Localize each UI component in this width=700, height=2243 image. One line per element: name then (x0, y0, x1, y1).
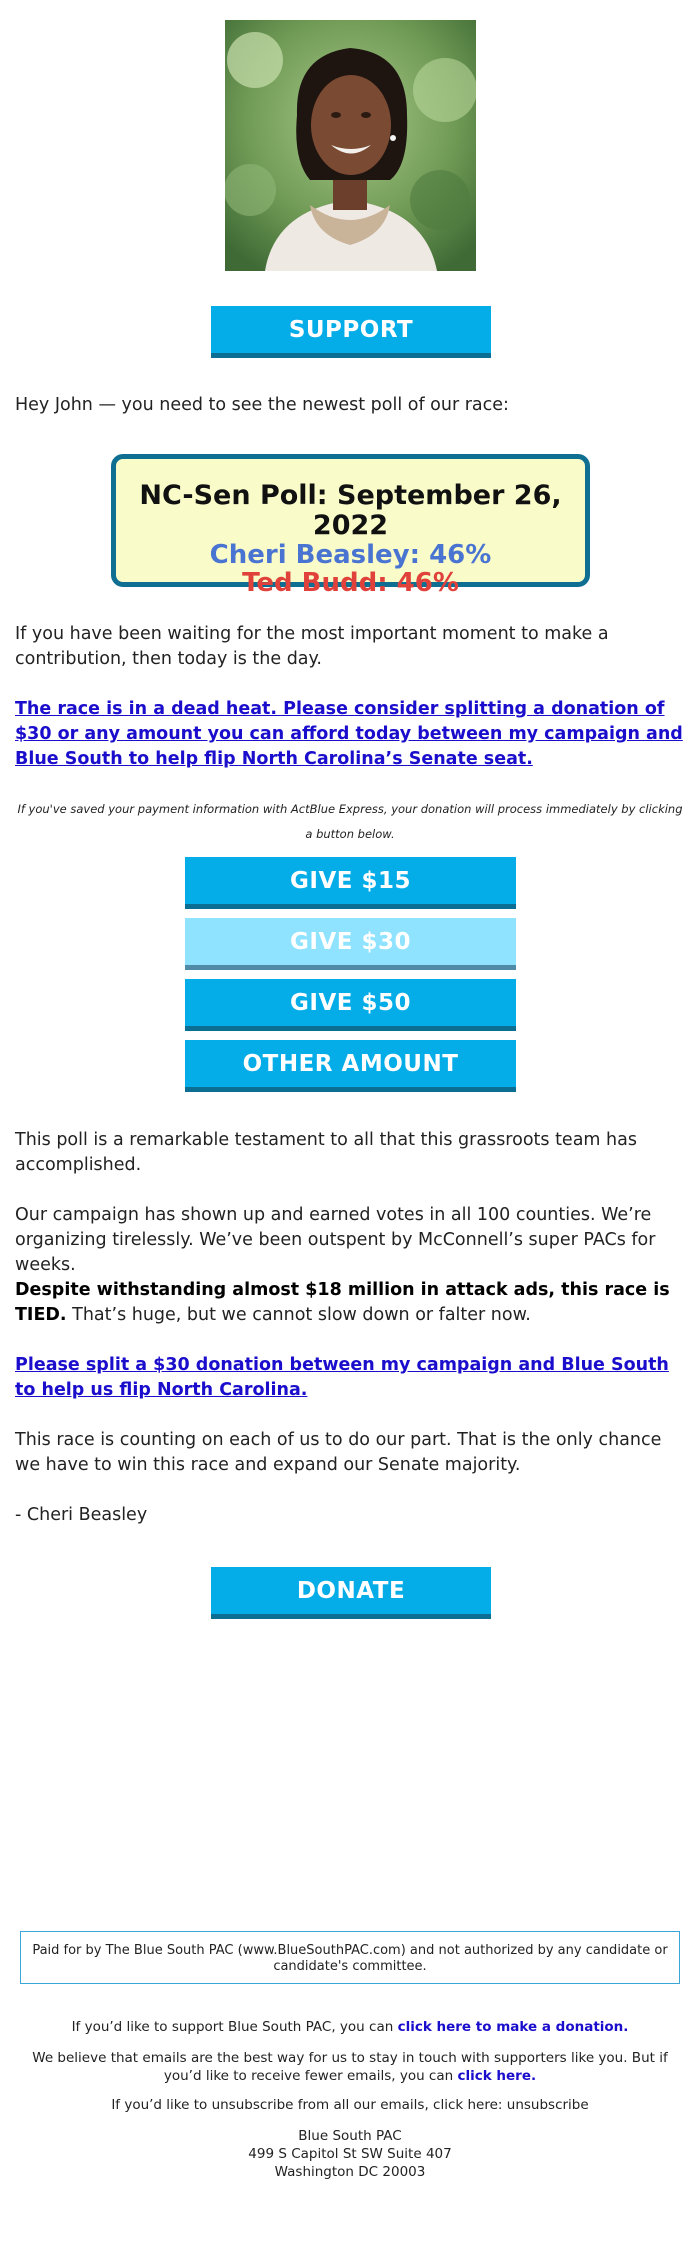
tied-rest-text: That’s huge, but we cannot slow down or falter now. (66, 1305, 531, 1325)
give-30-button[interactable]: GIVE $30 (185, 918, 516, 970)
split-link-container (15, 1353, 685, 1403)
unsubscribe-link[interactable]: unsubscribe (506, 2097, 589, 2113)
poll-box (111, 454, 590, 598)
footer-address-line-1: 499 S Capitol St SW Suite 407 (248, 2146, 452, 2162)
poll-candidate-budd: Ted Budd: 46% (242, 568, 459, 598)
tied-bold-text: Despite withstanding almost $18 million in attack ads, this race is TIED. (15, 1280, 670, 1325)
footer-fewer-emails-link[interactable]: click here. (457, 2068, 537, 2084)
donation-split-link[interactable]: The race is in a dead heat. Please consider splitting a donation of $30 or any amount you can afford today between my campaign and Blue South to help flip North Carolina’s Senate seat. (15, 699, 683, 769)
greeting-text: Hey John — you need to see the newest poll of our race: (15, 395, 509, 415)
closing-paragraph: This race is counting on each of us to do our part. That is the only chance we have to win this race and expand our Senate majority. (15, 1430, 662, 1475)
footer-address (20, 2127, 680, 2181)
other-amount-button[interactable]: OTHER AMOUNT (185, 1040, 516, 1092)
footer-donation-link[interactable]: click here to make a donation. (397, 2019, 629, 2035)
poll-candidate-beasley: Cheri Beasley: 46% (209, 540, 492, 570)
contribution-paragraph: If you have been waiting for the most important moment to make a contribution, then today is the day. (15, 624, 609, 669)
footer-support-text: If you’d like to support Blue South PAC, you can (71, 2019, 398, 2035)
donation-split-link-container (15, 697, 685, 772)
footer-unsubscribe-line (20, 2096, 680, 2114)
actblue-note: If you've saved your payment information with ActBlue Express, your donation will process immediately by clicking a button below. (17, 802, 683, 841)
signature: - Cheri Beasley (15, 1505, 148, 1525)
poll-title: NC-Sen Poll: September 26, 2022 (139, 480, 562, 541)
split-30-link[interactable]: Please split a $30 donation between my campaign and Blue South to help us flip North Carolina. (15, 1355, 669, 1400)
footer-emails-line (20, 2049, 680, 2085)
donate-button[interactable]: DONATE (211, 1567, 491, 1619)
grassroots-paragraph: This poll is a remarkable testament to all that this grassroots team has accomplished. (15, 1130, 637, 1175)
footer-support-line (20, 2018, 680, 2036)
support-button[interactable]: SUPPORT (211, 306, 491, 358)
paid-for-disclaimer: Paid for by The Blue South PAC (www.BlueSouthPAC.com) and not authorized by any candidate or candidate's committee. (20, 1931, 680, 1984)
footer-org-name: Blue South PAC (298, 2128, 402, 2144)
footer-address-line-2: Washington DC 20003 (274, 2164, 426, 2180)
give-50-button[interactable]: GIVE $50 (185, 979, 516, 1031)
footer-emails-text: We believe that emails are the best way for us to stay in touch with supporters like you. But if you’d like to receive fewer emails, you can (32, 2050, 668, 2084)
counties-paragraph: Our campaign has shown up and earned votes in all 100 counties. We’re organizing tirelessly. We’ve been outspent by McConnell’s super PACs for weeks. (15, 1205, 656, 1275)
footer-unsubscribe-text: If you’d like to unsubscribe from all our emails, click here: (111, 2097, 507, 2113)
candidate-photo (225, 20, 476, 271)
give-15-button[interactable]: GIVE $15 (185, 857, 516, 909)
tied-paragraph (15, 1278, 685, 1328)
